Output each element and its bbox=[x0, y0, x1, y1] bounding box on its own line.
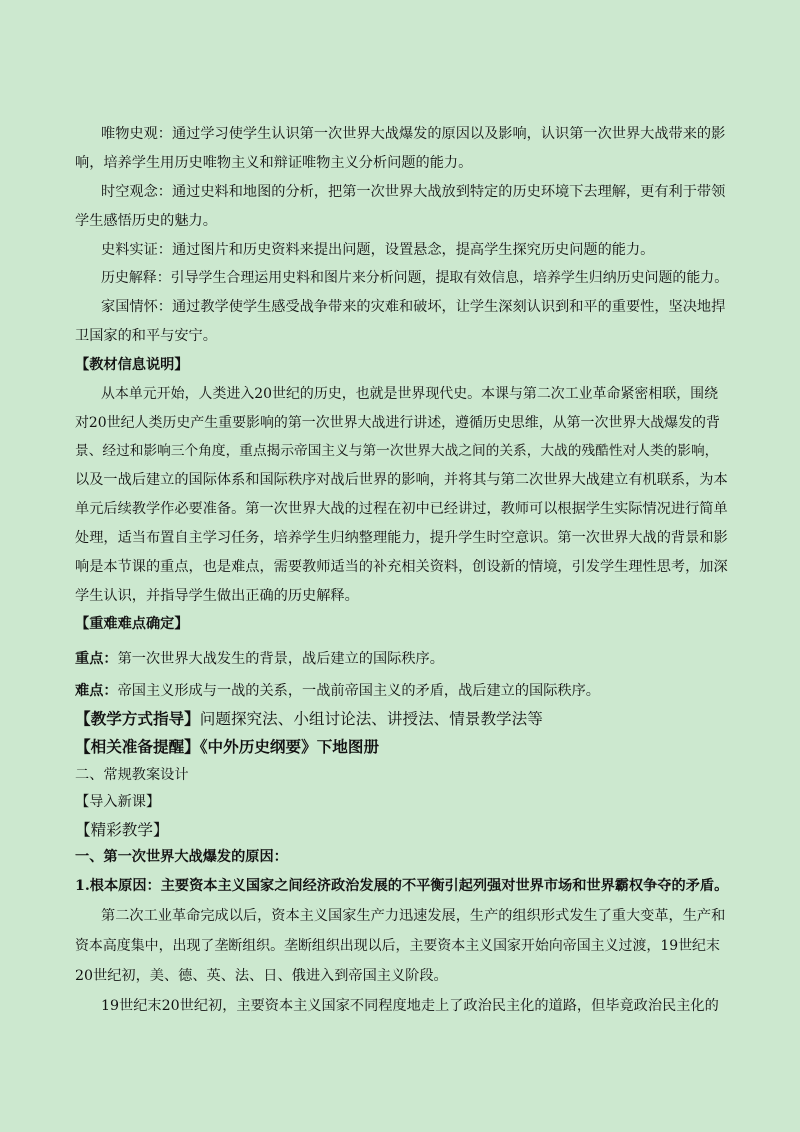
paragraph-line: 单元后续教学作必要准备。第一次世界大战的过程在初中已经讲过，教师可以根据学生实际情况进行简单 bbox=[75, 501, 728, 517]
paragraph-line: 景、经过和影响三个角度，重点揭示帝国主义与第一次世界大战之间的关系，大战的残酷性对人类的影响， bbox=[75, 443, 719, 459]
key-point-line bbox=[75, 649, 444, 669]
paragraph-line: 从本单元开始，人类进入20世纪的历史，也就是世界现代史。本课与第二次工业革命紧密相联，围绕 bbox=[101, 386, 719, 402]
teaching-method-line bbox=[75, 709, 543, 729]
difficulty-text: 帝国主义形成与一战的关系，一战前帝国主义的矛盾，战后建立的国际秩序。 bbox=[117, 683, 600, 699]
paragraph-line: 第二次工业革命完成以后，资本主义国家生产力迅速发展，生产的组织形式发生了重大变革，生产和 bbox=[101, 908, 726, 924]
paragraph-line: 处理，适当布置自主学习任务，培养学生归纳整理能力，提升学生时空意识。第一次世界大战的背景和影 bbox=[75, 530, 728, 546]
topic-heading: 一、第一次世界大战爆发的原因： bbox=[75, 849, 288, 865]
teaching-method-label: 【教学方式指导】 bbox=[75, 709, 200, 728]
paragraph-line: 唯物史观：通过学习使学生认识第一次世界大战爆发的原因以及影响，认识第一次世界大战带来的影 bbox=[101, 126, 726, 142]
paragraph-line: 以及一战后建立的国际体系和国际秩序对战后世界的影响，并将其与第二次世界大战建立有机联系，为本 bbox=[75, 472, 728, 488]
paragraph-line: 资本高度集中，出现了垄断组织。垄断组织出现以后，主要资本主义国家开始向帝国主义过渡，19世纪末 bbox=[75, 938, 720, 954]
topic-subheading: 1.根本原因：主要资本主义国家之间经济政治发展的不平衡引起列强对世界市场和世界霸权争夺的矛盾。 bbox=[75, 878, 729, 894]
paragraph-line: 史料实证：通过图片和历史资料来提出问题，设置悬念，提高学生探究历史问题的能力。 bbox=[101, 242, 655, 258]
key-point-label: 重点： bbox=[75, 651, 118, 667]
teaching-method-text: 问题探究法、小组讨论法、讲授法、情景教学法等 bbox=[199, 710, 543, 728]
sub-section-title: 【导入新课】 bbox=[75, 794, 161, 810]
paragraph-line: 响是本节课的重点，也是难点，需要教师适当的补充相关资料，创设新的情境，引发学生理性思考，加深 bbox=[75, 559, 728, 575]
key-point-text: 第一次世界大战发生的背景，战后建立的国际秩序。 bbox=[117, 651, 444, 667]
paragraph-line: 卫国家的和平与安宁。 bbox=[75, 328, 217, 344]
difficulty-line bbox=[75, 681, 600, 701]
paragraph-line: 对20世纪人类历史产生重要影响的第一次世界大战进行讲述，遵循历史思维，从第一次世界大战爆发的背 bbox=[75, 415, 720, 431]
paragraph-line: 20世纪初，美、德、英、法、日、俄进入到帝国主义阶段。 bbox=[75, 968, 448, 984]
section-title: 二、常规教案设计 bbox=[75, 767, 189, 783]
preparation-line: 【相关准备提醒】《中外历史纲要》下地图册 bbox=[75, 737, 380, 756]
paragraph-line: 学生认识，并指导学生做出正确的历史解释。 bbox=[75, 588, 359, 604]
paragraph-line: 响，培养学生用历史唯物主义和辩证唯物主义分析问题的能力。 bbox=[75, 155, 473, 171]
paragraph-line: 19世纪末20世纪初，主要资本主义国家不同程度地走上了政治民主化的道路，但毕竟政治民主化的 bbox=[101, 998, 719, 1014]
section-heading: 【重难难点确定】 bbox=[75, 616, 189, 632]
paragraph-line: 学生感悟历史的魅力。 bbox=[75, 213, 217, 229]
difficulty-label: 难点： bbox=[75, 683, 118, 699]
paragraph-line: 历史解释：引导学生合理运用史料和图片来分析问题，提取有效信息，培养学生归纳历史问题的能力。 bbox=[101, 270, 729, 286]
section-heading: 【教材信息说明】 bbox=[75, 357, 189, 373]
paragraph-line: 时空观念：通过史料和地图的分析，把第一次世界大战放到特定的历史环境下去理解，更有利于带领 bbox=[101, 184, 726, 200]
sub-section-title: 【精彩教学】 bbox=[75, 821, 169, 839]
paragraph-line: 家国情怀：通过教学使学生感受战争带来的灾难和破坏，让学生深刻认识到和平的重要性，坚决地捍 bbox=[101, 299, 726, 315]
